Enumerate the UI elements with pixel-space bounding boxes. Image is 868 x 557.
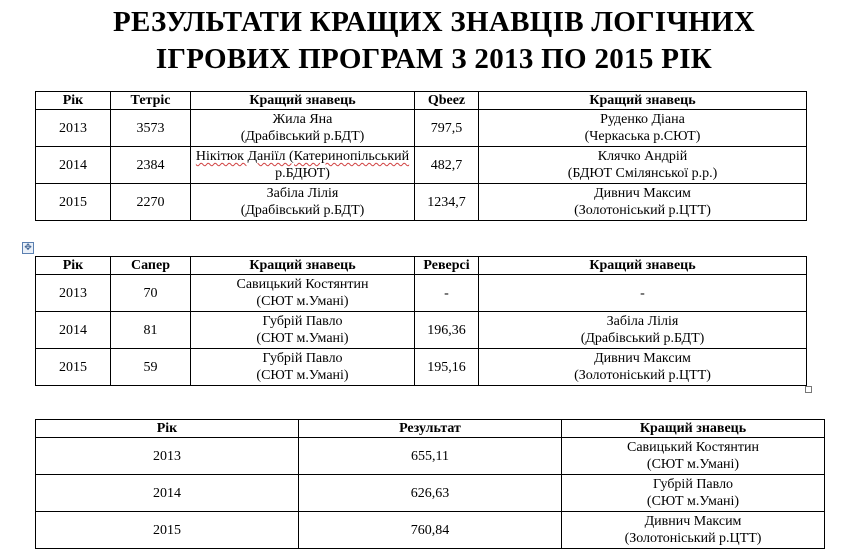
winner-cell [191,110,415,147]
year-cell: 2015 [36,349,111,386]
year-cell: 2013 [36,438,299,475]
header-best-player: Кращий знавець [191,257,415,275]
winner-school: (СЮТ м.Умані) [646,494,740,509]
winner-cell [479,312,807,349]
year-cell: 2015 [36,512,299,549]
document-title-line-2: ІГРОВИХ ПРОГРАМ З 2013 ПО 2015 РІК [155,43,713,75]
header-game: Сапер [111,257,191,275]
winner-school: (Золотоніський р.ЦТТ) [574,203,711,218]
winner-name: Губрій Павло [262,351,343,366]
winner-name: Дивнич Максим [644,514,742,529]
winner-cell [479,349,807,386]
results-table [35,419,825,549]
table-row [36,184,807,221]
score-cell: 2270 [111,184,191,221]
table-row [36,110,807,147]
winner-cell [479,184,807,221]
document-title-line-1: РЕЗУЛЬТАТИ КРАЩИХ ЗНАВЦІВ ЛОГІЧНИХ [112,6,756,38]
score-cell: 81 [111,312,191,349]
score-cell: - [415,275,479,312]
year-cell: 2014 [36,312,111,349]
header-year: Рік [36,92,111,110]
winner-cell [479,110,807,147]
winner-cell [562,475,825,512]
score-cell: 59 [111,349,191,386]
table-row [36,275,807,312]
winner-cell [191,184,415,221]
score-cell: 655,11 [299,438,562,475]
saper-reversi-table [35,256,807,386]
header-game: Тетріс [111,92,191,110]
score-cell: 1234,7 [415,184,479,221]
winner-cell [191,275,415,312]
header-game: Qbeez [415,92,479,110]
winner-school: (Золотоніський р.ЦТТ) [624,531,762,546]
header-best-player: Кращий знавець [479,257,807,275]
winner-cell [562,438,825,475]
tetris-qbeez-table [35,91,807,221]
winner-school: (Драбівський р.БДТ) [240,203,365,218]
table-header-row [36,257,807,275]
year-cell: 2013 [36,275,111,312]
year-cell: 2015 [36,184,111,221]
header-best-player: Кращий знавець [191,92,415,110]
table-row [36,312,807,349]
table-row [36,475,825,512]
winner-school: (Золотоніський р.ЦТТ) [574,368,711,383]
header-year: Рік [36,257,111,275]
table-row [36,438,825,475]
year-cell: 2014 [36,147,111,184]
winner-cell [562,512,825,549]
winner-school: (СЮТ м.Умані) [256,368,349,383]
winner-cell [479,275,807,312]
table-row [36,512,825,549]
score-cell: 70 [111,275,191,312]
score-cell: 3573 [111,110,191,147]
winner-name: Забіла Лілія [266,186,339,201]
header-best-player: Кращий знавець [562,420,825,438]
winner-cell [191,147,415,184]
winner-name: Губрій Павло [262,314,343,329]
move-icon[interactable]: ✥ [22,242,34,254]
winner-school: (БДЮТ Смілянської р.р.) [567,166,718,181]
winner-cell [191,312,415,349]
winner-name: Клячко Андрій [597,149,688,164]
score-cell: 2384 [111,147,191,184]
winner-name: - [640,285,645,301]
winner-school: р.БДЮТ) [275,166,330,181]
winner-school: (СЮТ м.Умані) [256,331,349,346]
winner-cell [191,349,415,386]
score-cell: 195,16 [415,349,479,386]
winner-name: Дивнич Максим [594,186,691,201]
winner-school: (Драбівський р.БДТ) [580,331,705,346]
table-row [36,147,807,184]
table-row [36,349,807,386]
header-year: Рік [36,420,299,438]
winner-school: (СЮТ м.Умані) [646,457,740,472]
score-cell: 482,7 [415,147,479,184]
score-cell: 797,5 [415,110,479,147]
winner-name: Руденко Діана [600,112,685,127]
score-cell: 626,63 [299,475,562,512]
winner-name: Савицький Костянтин [236,277,369,292]
winner-name: Забіла Лілія [606,314,679,329]
table-header-row [36,420,825,438]
winner-school: (СЮТ м.Умані) [256,294,349,309]
winner-name: Дивнич Максим [594,351,691,366]
table-header-row [36,92,807,110]
header-best-player: Кращий знавець [479,92,807,110]
resize-icon[interactable] [805,386,812,393]
score-cell: 196,36 [415,312,479,349]
winner-school: (Драбівський р.БДТ) [240,129,365,144]
winner-cell [479,147,807,184]
header-game: Реверсі [415,257,479,275]
year-cell: 2014 [36,475,299,512]
header-result: Результат [299,420,562,438]
year-cell: 2013 [36,110,111,147]
winner-school: (Черкаська р.СЮТ) [584,129,701,144]
score-cell: 760,84 [299,512,562,549]
winner-name: Жила Яна [272,112,333,127]
winner-name: Савицький Костянтин [627,440,759,455]
winner-name: Нікітюк Даніїл (Катеринопільський [195,149,410,164]
winner-name: Губрій Павло [652,477,734,492]
